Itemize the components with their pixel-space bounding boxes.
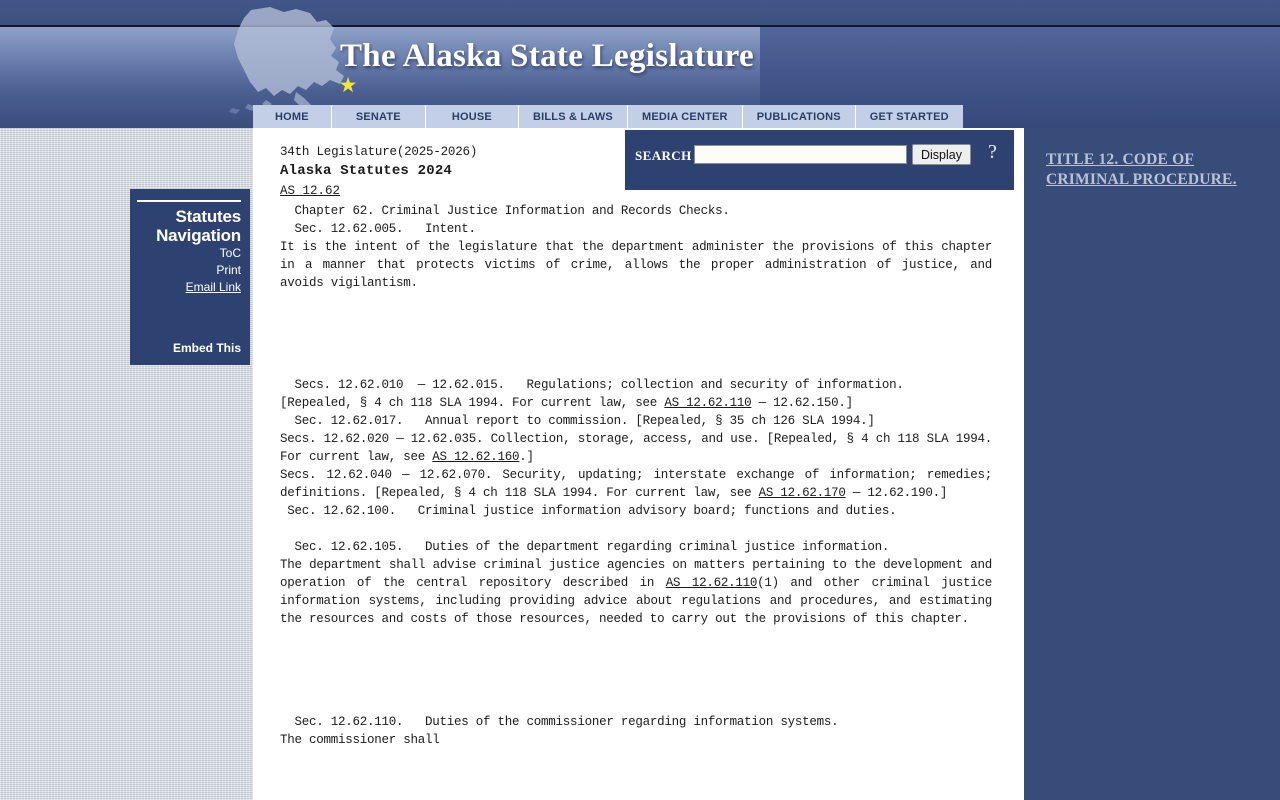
section-12-62-017-line: Sec. 12.62.017. Annual report to commission. [Repealed, § 35 ch 126 SLA 1994.] [280,414,875,428]
as-12-62-170-link[interactable]: AS 12.62.170 [758,486,846,500]
sections-12-62-040-070-heading: Secs. 12.62.040 — 12.62.070. Security, updating; interstate exchange of information; remedies; definitions. [Repealed, § 4 ch 118 SLA 1994. For current law, see [280,468,992,500]
sections-12-62-040-070-body [280,466,992,502]
search-label: SEARCH [635,148,692,163]
repealed-note-post: — 12.62.150.] [751,396,853,410]
statutes-year-label: Alaska Statutes 2024 [280,163,453,179]
as-12-62-110-link-2[interactable]: AS 12.62.110 [665,576,758,590]
banner-top-strip [0,0,1280,27]
sections-12-62-020-035-heading: Secs. 12.62.020 — 12.62.035. Collection, storage, access, and use. [Repealed, § 4 ch 118 SLA 1994. For current law, see [280,432,992,464]
sidebar-item-toc[interactable]: ToC [219,246,241,260]
star-icon: ★ [338,74,358,97]
as-12-62-110-link[interactable]: AS 12.62.110 [664,396,752,410]
sidebar-item-email-link[interactable]: Email Link [185,280,241,294]
statute-text [280,202,992,749]
statutes-navigation-title-line2: Navigation [156,226,241,245]
legislature-label: 34th Legislature(2025-2026) [280,145,478,159]
nav-senate[interactable]: SENATE [332,105,426,128]
spacer [280,292,992,376]
nav-home[interactable]: HOME [253,105,332,128]
title-12-link[interactable]: TITLE 12. CODE OF CRIMINAL PROCEDURE. [1046,151,1237,188]
display-button[interactable]: Display [912,144,971,165]
sections-12-62-020-035-body [280,430,992,466]
sidebar-item-embed-this[interactable]: Embed This [172,341,241,355]
sections-12-62-010-015-heading: Secs. 12.62.010 — 12.62.015. Regulations; collection and security of information. [280,378,904,392]
main-content [253,128,1024,800]
section-12-62-105-body-pre: The department shall advise criminal justice agencies on matters pertaining to the development and operation of the central repository described in [280,558,992,590]
section-12-62-105-body-post: (1) and other criminal justice information systems, including providing advice about regulations and procedures, and estimating the resources and costs of those resources, needed to carry out the provisions of this chapter. [280,576,992,626]
nav-media-center[interactable]: MEDIA CENTER [628,105,743,128]
nav-bills-and-laws[interactable]: BILLS & LAWS [519,105,628,128]
site-title: The Alaska State Legislature [340,38,754,74]
main-navigation [253,105,963,128]
section-12-62-110-heading: Sec. 12.62.110. Duties of the commissioner regarding information systems. [280,715,839,729]
spacer [280,520,992,538]
section-12-62-105-heading: Sec. 12.62.105. Duties of the department regarding criminal justice information. [280,540,890,554]
repealed-note-pre: [Repealed, § 4 ch 118 SLA 1994. For current law, see [280,396,665,410]
nav-get-started[interactable]: GET STARTED [856,105,963,128]
right-panel [1024,128,1280,800]
divider [137,200,241,202]
section-12-62-005-heading: Sec. 12.62.005. Intent. [280,222,476,236]
sections-12-62-040-070-post: — 12.62.190.] [845,486,948,500]
nav-publications[interactable]: PUBLICATIONS [743,105,856,128]
section-12-62-110-body: The commissioner shall [280,733,440,747]
help-icon[interactable]: ? [988,141,997,163]
search-input[interactable] [694,145,907,164]
as-chapter-link[interactable]: AS 12.62 [280,184,341,198]
spacer [280,628,992,713]
document-meta [280,144,477,200]
search-panel [625,130,1014,190]
sidebar-item-print[interactable]: Print [216,263,241,277]
section-12-62-100-line: Sec. 12.62.100. Criminal justice information advisory board; functions and duties. [280,504,897,518]
statutes-navigation-title-line1: Statutes [175,207,241,226]
section-12-62-105-body [280,556,992,628]
chapter-heading: Chapter 62. Criminal Justice Information and Records Checks. [280,204,730,218]
sections-12-62-010-015-body [280,394,992,412]
nav-house[interactable]: HOUSE [426,105,519,128]
section-12-62-005-body: It is the intent of the legislature that the department administer the provisions of this chapter in a manner that protects victims of crime, allows the proper administration of justice, and avoids vigilantism. [280,240,992,290]
statutes-navigation-box [130,189,250,365]
sections-12-62-020-035-post: .] [519,450,534,464]
as-12-62-160-link[interactable]: AS 12.62.160 [432,450,520,464]
